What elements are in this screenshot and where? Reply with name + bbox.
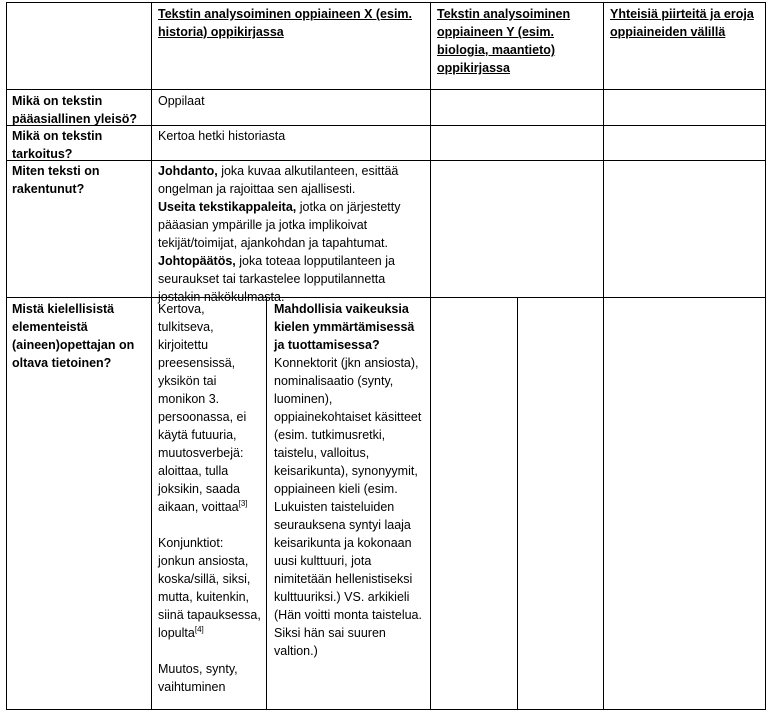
answer-purpose: Kertoa hetki historiasta — [158, 129, 286, 143]
rule-col-split — [266, 297, 267, 710]
question-purpose: Mikä on tekstin tarkoitus? — [12, 129, 103, 161]
rule-header-bottom — [6, 89, 766, 90]
rule-top — [6, 2, 766, 3]
header-col-x: Tekstin analysoiminen oppiaineen X (esim. historia) oppikirjassa — [158, 7, 413, 39]
structure-conclusion: Johtopäätös, joka toteaa lopputilanteen ja seuraukset tai tarkastelee lopputilannetta jostakin näkökulmasta. — [158, 254, 395, 304]
language-difficulties — [274, 300, 426, 660]
footnote-ref-3: [3] — [238, 498, 248, 508]
rule-bottom — [6, 709, 766, 710]
question-structure: Miten teksti on rakentunut? — [12, 164, 100, 196]
header-col-common: Yhteisiä piirteitä ja eroja oppiaineiden välillä — [610, 7, 754, 39]
rule-col1 — [151, 2, 152, 710]
footnote-ref-4: [4] — [194, 624, 204, 634]
structure-introduction: Johdanto, joka kuvaa alkutilanteen, esittää ongelman ja rajoittaa sen ajallisesti. — [158, 164, 399, 196]
rule-right — [765, 2, 766, 710]
language-difficulties-text: Konnektorit (jkn ansiosta), nominalisaatio (synty, luominen), oppiainekohtaiset käsitteet (esim. tutkimusretki, taistelu, valloitus, keisarikunta), synonyymit, oppiaineen kieli (esim. Lukuisten taisteluiden seurauksena syntyi laaja keisarikunta ja kokonaan uusi kulttuuri, jota nimitetään hellenistiseksi kulttuuriksi.) VS. arkikieli (Hän voitti monta taistelua. Siksi hän sai suuren valtion.) — [274, 356, 422, 658]
structure-paragraphs: Useita tekstikappaleita, jotka on järjestetty pääasian ympärille ja jotka implikoivat tekijät/toimijat, ajankohdan ja tapahtumat. — [158, 200, 401, 250]
language-features-conjunctions: Konjunktiot: jonkun ansiosta, koska/sillä, siksi, mutta, kuitenkin, siinä tapauksessa, lopulta[4] — [158, 536, 261, 640]
language-difficulties-title: Mahdollisia vaikeuksia kielen ymmärtämisessä ja tuottamisessa? — [274, 302, 415, 352]
language-features — [158, 300, 263, 696]
header-col-y: Tekstin analysoiminen oppiaineen Y (esim. biologia, maantieto) oppikirjassa — [437, 7, 571, 75]
question-language: Mistä kielellisistä elementeistä (aineen)opettajan on oltava tietoinen? — [12, 302, 135, 370]
language-features-change: Muutos, synty, vaihtuminen — [158, 662, 238, 694]
question-audience: Mikä on tekstin pääasiallinen yleisö? — [12, 94, 138, 126]
rule-col3 — [603, 2, 604, 710]
rule-col2-split — [517, 297, 518, 710]
answer-audience: Oppilaat — [158, 94, 205, 108]
answer-structure — [158, 162, 426, 306]
rule-left — [6, 2, 7, 710]
rule-col2 — [430, 2, 431, 710]
language-features-verbs: Kertova, tulkitseva, kirjoitettu preesensissä, yksikön tai monikon 3. persoonassa, ei käytä futuuria, muutosverbejä: aloittaa, tulla joksikin, saada aikaan, voittaa[3] — [158, 302, 248, 514]
